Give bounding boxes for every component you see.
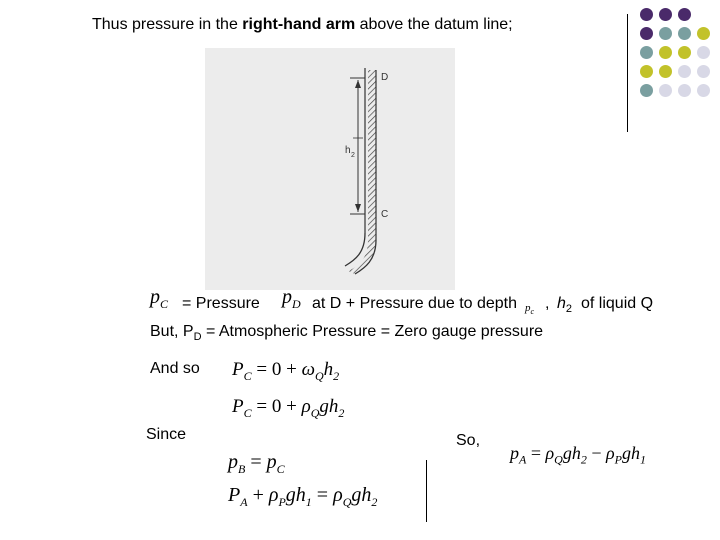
decor-dot bbox=[697, 27, 710, 40]
decor-dot bbox=[659, 27, 672, 40]
line1-pc-small: $p_c$ bbox=[525, 302, 535, 317]
decor-dot bbox=[659, 8, 672, 21]
decor-dot bbox=[640, 84, 653, 97]
decor-dot bbox=[678, 27, 691, 40]
decor-dot bbox=[697, 84, 710, 97]
decor-dot bbox=[640, 27, 653, 40]
decor-dot bbox=[697, 46, 710, 59]
label-h-sub: 2 bbox=[351, 152, 355, 159]
decor-dot bbox=[640, 65, 653, 78]
and-so-label: And so bbox=[150, 360, 200, 377]
line1-comma: , bbox=[545, 295, 550, 312]
equation-1: $P_C = 0 + \omega_Qh_2$ bbox=[232, 359, 340, 383]
tube-wall-hatch bbox=[368, 70, 376, 240]
decor-divider-line bbox=[627, 14, 628, 132]
decor-dot bbox=[678, 65, 691, 78]
line1-eq-pressure: = Pressure bbox=[182, 295, 260, 312]
equation-3: $p_B = p_C$ bbox=[228, 451, 285, 476]
line1-pd-symbol: $p_D$ bbox=[282, 286, 301, 311]
decor-dot bbox=[697, 65, 710, 78]
label-d: D bbox=[381, 72, 389, 83]
title-bold: right-hand arm bbox=[242, 16, 356, 33]
line1-h2: $h_2$ bbox=[557, 295, 573, 316]
line1-pc-symbol: $p_C$ bbox=[150, 286, 169, 311]
decor-dot bbox=[678, 46, 691, 59]
decor-dot bbox=[678, 8, 691, 21]
equation-2: $P_C = 0 + \rho_Qgh_2$ bbox=[232, 396, 345, 420]
line1-at-d-text: at D + Pressure due to depth bbox=[312, 295, 518, 312]
label-h: h bbox=[345, 145, 351, 156]
manometer-figure bbox=[205, 48, 455, 290]
decor-dot bbox=[659, 84, 672, 97]
so-label: So, bbox=[456, 432, 481, 449]
decor-dot bbox=[640, 8, 653, 21]
decor-dot bbox=[678, 84, 691, 97]
equation-5: $p_A = \rho_Qgh_2 - \rho_Pgh_1$ bbox=[510, 443, 646, 467]
title-post: above the datum line; bbox=[355, 16, 513, 33]
line2-atmospheric: But, $P_D$ = Atmospheric Pressure = Zero gauge pressure bbox=[150, 323, 544, 344]
decor-dot bbox=[640, 46, 653, 59]
equation-divider-line bbox=[426, 460, 427, 522]
label-c: C bbox=[381, 209, 389, 220]
title-pre: Thus pressure in the bbox=[92, 16, 243, 33]
decor-dot bbox=[659, 46, 672, 59]
manometer-diagram bbox=[205, 48, 455, 290]
decorative-dot-grid bbox=[640, 8, 720, 123]
equation-4: $P_A + \rho_Pgh_1 = \rho_Qgh_2$ bbox=[228, 484, 378, 509]
slide-title bbox=[92, 16, 513, 34]
since-label: Since bbox=[146, 426, 187, 443]
line1-liquid-text: of liquid Q bbox=[581, 295, 654, 312]
decor-dot bbox=[659, 65, 672, 78]
